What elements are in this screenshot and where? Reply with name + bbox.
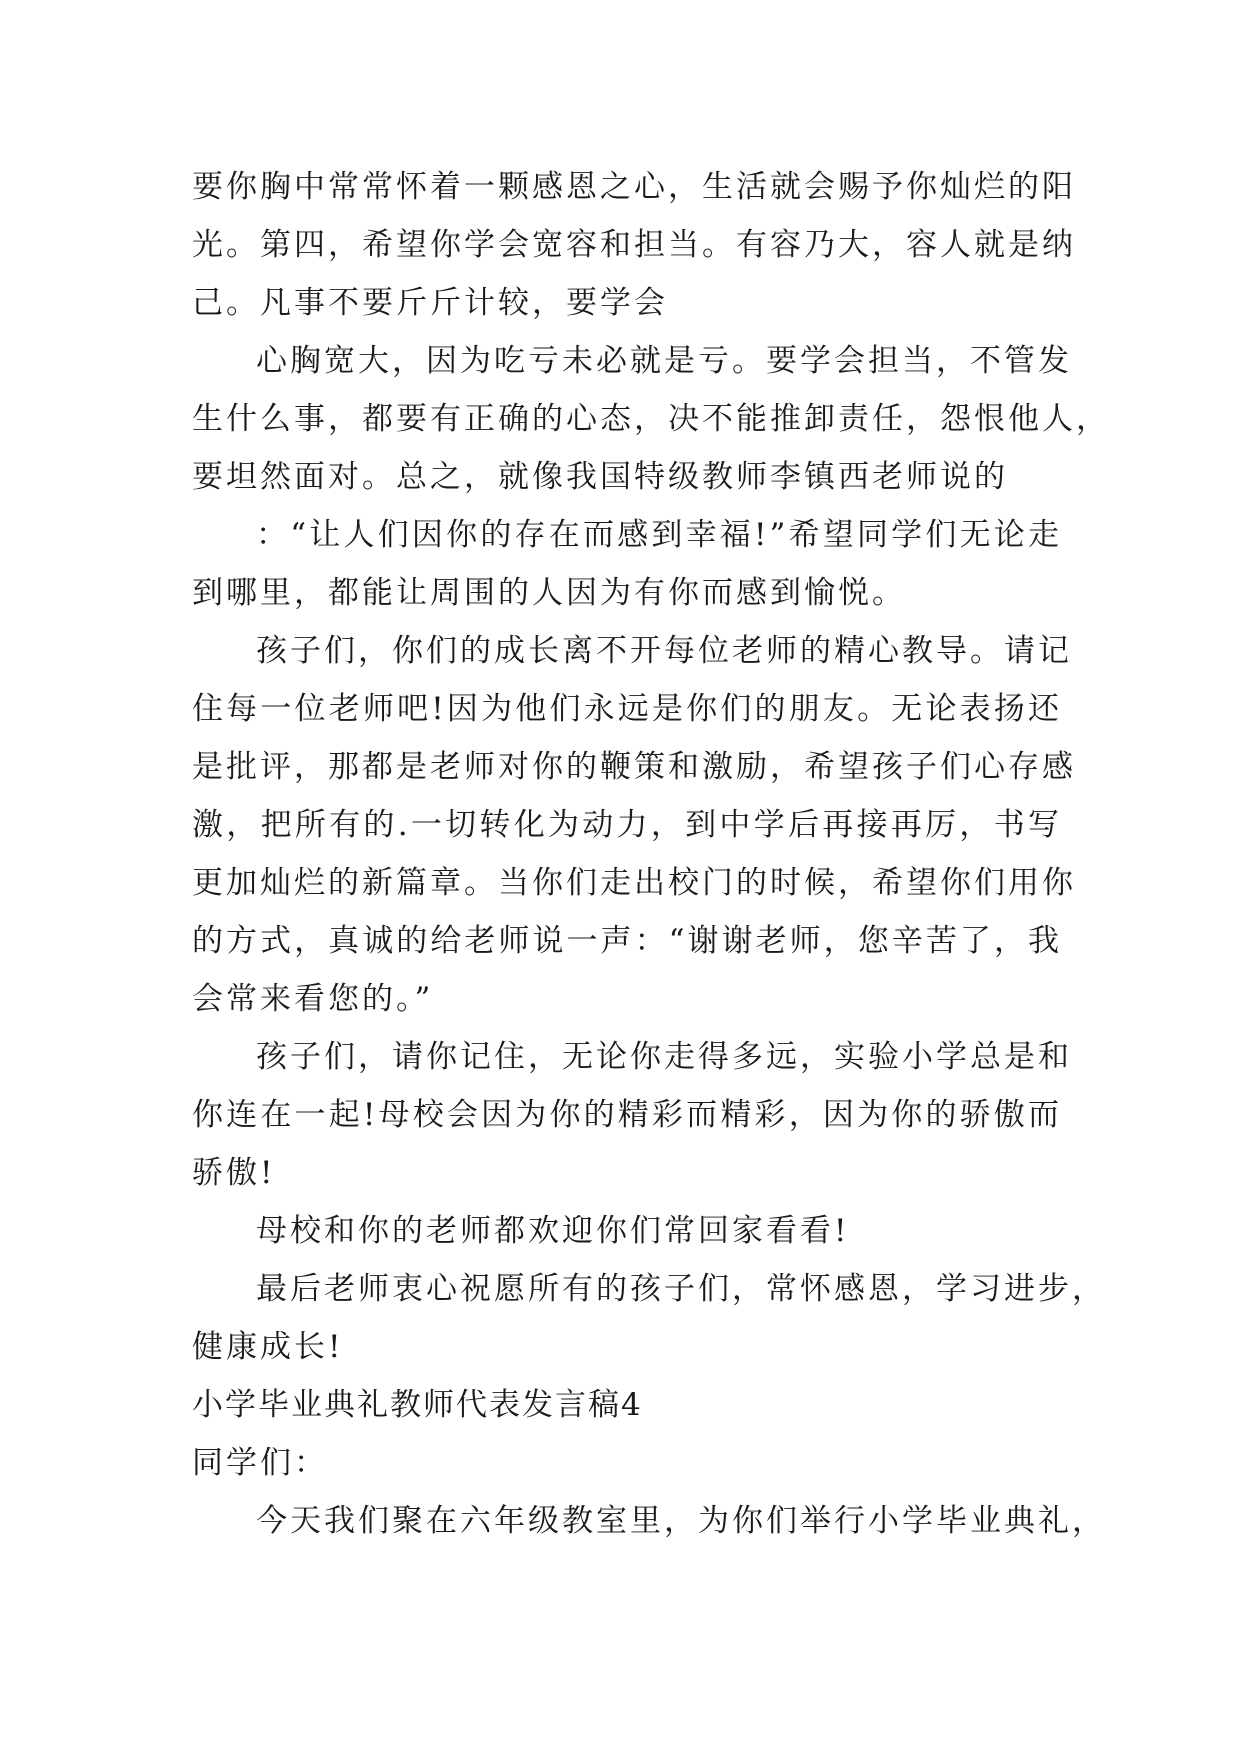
text-line: 今天我们聚在六年级教室里，为你们举行小学毕业典礼， <box>256 1503 1106 1539</box>
text-line: 健康成长! <box>192 1329 344 1365</box>
text-line: 生什么事，都要有正确的心态，决不能推卸责任，怨恨他人， <box>192 401 1110 437</box>
text-line: 住每一位老师吧!因为他们永远是你们的朋友。无论表扬还 <box>192 691 1062 727</box>
text-line: 骄傲! <box>192 1155 276 1191</box>
text-line: 心胸宽大，因为吃亏未必就是亏。要学会担当，不管发 <box>256 343 1072 379</box>
text-line: 是批评，那都是老师对你的鞭策和激励，希望孩子们心存感 <box>192 749 1076 785</box>
text-line: 孩子们，请你记住，无论你走得多远，实验小学总是和 <box>256 1039 1072 1075</box>
text-line: 要坦然面对。总之，就像我国特级教师李镇西老师说的 <box>192 459 1008 495</box>
text-line: 光。第四，希望你学会宽容和担当。有容乃大，容人就是纳 <box>192 227 1076 263</box>
text-line: 孩子们，你们的成长离不开每位老师的精心教导。请记 <box>256 633 1072 669</box>
text-line: 会常来看您的。” <box>192 981 434 1017</box>
text-line: 要你胸中常常怀着一颗感恩之心，生活就会赐予你灿烂的阳 <box>192 169 1076 205</box>
text-line: 激，把所有的.一切转化为动力，到中学后再接再厉，书写 <box>192 807 1062 843</box>
salutation: 同学们： <box>192 1445 328 1481</box>
text-line: 的方式，真诚的给老师说一声：“谢谢老师，您辛苦了，我 <box>192 923 1062 959</box>
text-line: 到哪里，都能让周围的人因为有你而感到愉悦。 <box>192 575 906 611</box>
text-line: ：“让人们因你的存在而感到幸福!”希望同学们无论走 <box>256 517 1062 553</box>
text-line: 最后老师衷心祝愿所有的孩子们，常怀感恩，学习进步， <box>256 1271 1106 1307</box>
text-line: 母校和你的老师都欢迎你们常回家看看! <box>256 1213 850 1249</box>
text-line: 己。凡事不要斤斤计较，要学会 <box>192 285 668 321</box>
section-heading: 小学毕业典礼教师代表发言稿4 <box>192 1387 643 1423</box>
text-line: 更加灿烂的新篇章。当你们走出校门的时候，希望你们用你 <box>192 865 1076 901</box>
text-line: 你连在一起!母校会因为你的精彩而精彩，因为你的骄傲而 <box>192 1097 1062 1133</box>
body-text <box>192 158 1110 1550</box>
